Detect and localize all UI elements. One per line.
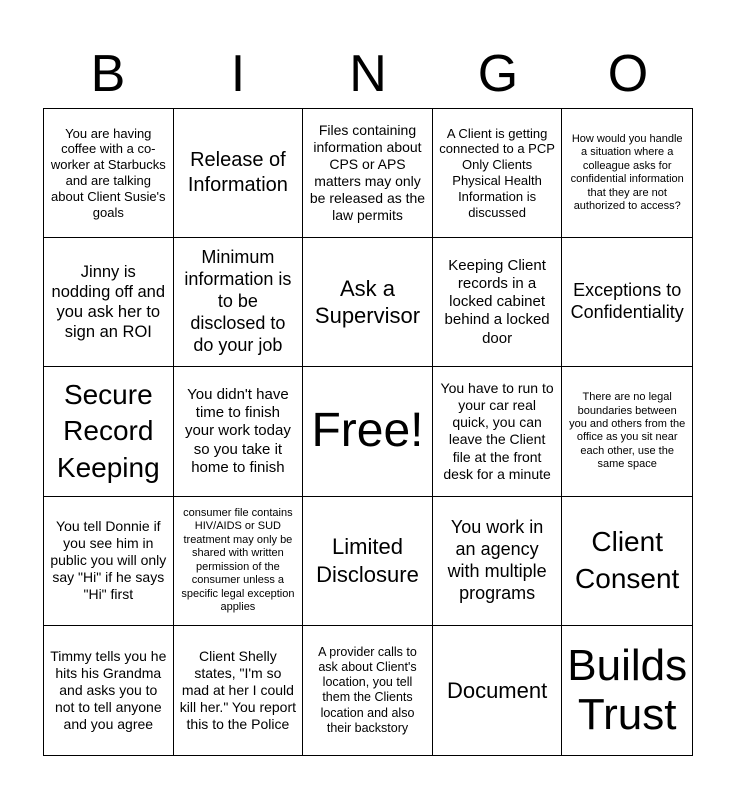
bingo-cell[interactable]: Release of Information [174,109,304,238]
bingo-board [43,108,693,756]
header-letter-n: N [349,45,387,103]
bingo-cell[interactable]: Minimum information is to be disclosed to do your job [174,238,304,367]
bingo-cell[interactable]: There are no legal boundaries between you and others from the office as you sit near each other, use the same space [562,367,692,496]
bingo-cell[interactable]: Jinny is nodding off and you ask her to sign an ROI [44,238,174,367]
free-space[interactable]: Free! [303,367,433,496]
bingo-cell[interactable]: You work in an agency with multiple programs [433,497,563,626]
bingo-cell[interactable]: You are having coffee with a co-worker at Starbucks and are talking about Client Susie's goals [44,109,174,238]
bingo-cell[interactable]: You didn't have time to finish your work today so you take it home to finish [174,367,304,496]
bingo-cell[interactable]: Ask a Supervisor [303,238,433,367]
header-letter-g: G [477,45,519,103]
bingo-cell[interactable]: Builds Trust [567,641,688,740]
bingo-cell[interactable]: Client Consent [562,497,692,626]
bingo-cell[interactable]: Client Shelly states, "I'm so mad at her I could kill her." You report this to the Police [174,626,304,755]
bingo-cell[interactable]: Keeping Client records in a locked cabinet behind a locked door [433,238,563,367]
bingo-cell[interactable]: A Client is getting connected to a PCP Only Clients Physical Health Information is discussed [433,109,563,238]
bingo-cell[interactable]: Timmy tells you he hits his Grandma and asks you to not to tell anyone and you agree [44,626,174,755]
bingo-cell[interactable]: Exceptions to Confidentiality [562,238,692,367]
bingo-cell[interactable]: How would you handle a situation where a colleague asks for confidential information that they are not authorized to access? [562,109,692,238]
header-letter-o: O [607,45,649,103]
bingo-cell[interactable]: You tell Donnie if you see him in public you will only say "Hi" if he says "Hi" first [44,497,174,626]
bingo-cell[interactable]: You have to run to your car real quick, you can leave the Client file at the front desk for a minute [433,367,563,496]
header-letter-b: B [90,45,126,103]
bingo-cell[interactable]: A provider calls to ask about Client's location, you tell them the Clients location and also their backstory [303,626,433,755]
bingo-header [43,40,693,108]
bingo-cell[interactable]: Files containing information about CPS or APS matters may only be released as the law permits [303,109,433,238]
bingo-cell[interactable]: consumer file contains HIV/AIDS or SUD treatment may only be shared with written permission of the consumer unless a specific legal exception applies [174,497,304,626]
bingo-cell[interactable]: Limited Disclosure [303,497,433,626]
bingo-cell[interactable]: Secure Record Keeping [44,367,174,496]
header-letter-i: I [230,45,246,103]
bingo-cell[interactable]: Document [433,626,563,755]
